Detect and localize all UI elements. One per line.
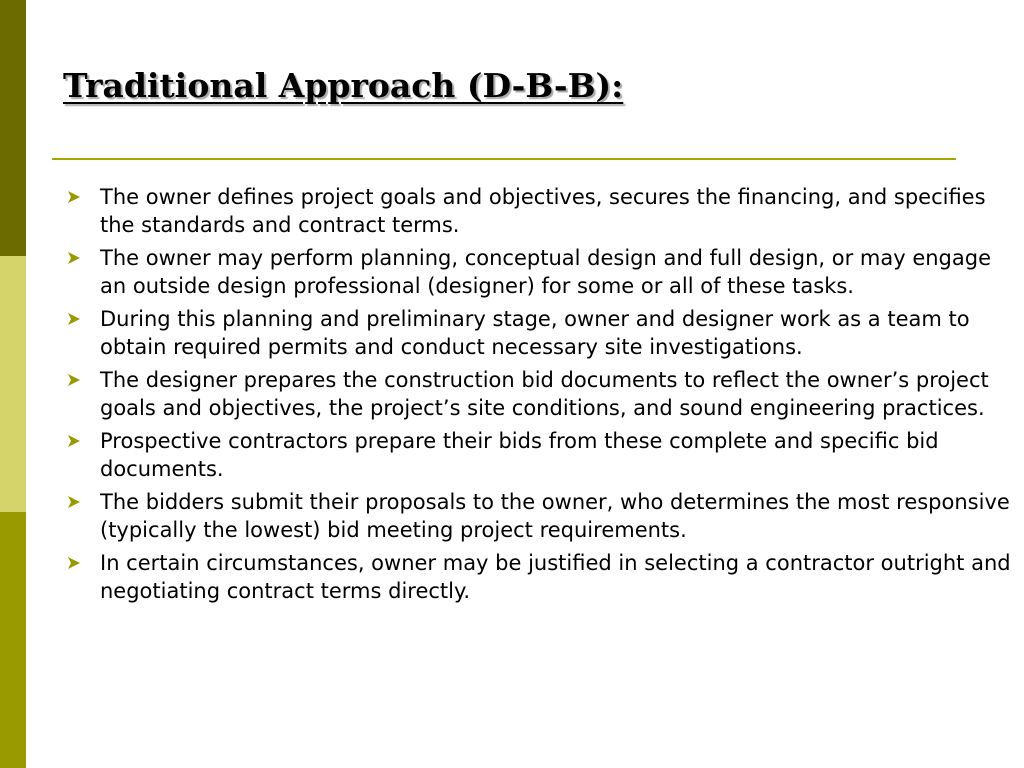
bullet-item [65,183,1013,239]
arrowhead-bullet-icon [65,366,83,394]
side-band-bottom [0,512,26,768]
side-band-top [0,0,26,256]
bullet-text: During this planning and preliminary stage, owner and designer work as a team to obtain required permits and conduct necessary site investigations. [100,307,970,359]
arrowhead-bullet-icon [65,305,83,333]
bullet-text: The owner may perform planning, conceptual design and full design, or may engage an outside design professional (designer) for some or all of these tasks. [100,246,991,298]
bullet-item [65,427,1013,483]
arrowhead-bullet-icon [65,549,83,577]
bullet-item [65,305,1013,361]
arrowhead-bullet-icon [65,427,83,455]
bullet-item [65,549,1013,605]
bullet-text: The designer prepares the construction bid documents to reflect the owner’s project goals and objectives, the project’s site conditions, and sound engineering practices. [100,368,989,420]
bullet-item [65,244,1013,300]
title-divider [52,158,956,160]
slide-title: Traditional Approach (D-B-B): [63,66,624,105]
side-band-middle [0,256,26,512]
bullet-text: The owner defines project goals and objectives, secures the financing, and specifies the standards and contract terms. [100,185,986,237]
arrowhead-bullet-icon [65,244,83,272]
arrowhead-bullet-icon [65,183,83,211]
bullet-list [65,183,1013,610]
bullet-item [65,366,1013,422]
bullet-text: Prospective contractors prepare their bids from these complete and specific bid documents. [100,429,939,481]
bullet-text: In certain circumstances, owner may be justified in selecting a contractor outright and negotiating contract terms directly. [100,551,1011,603]
arrowhead-bullet-icon [65,488,83,516]
bullet-item [65,488,1013,544]
bullet-text: The bidders submit their proposals to the owner, who determines the most responsive (typically the lowest) bid meeting project requirements. [100,490,1010,542]
